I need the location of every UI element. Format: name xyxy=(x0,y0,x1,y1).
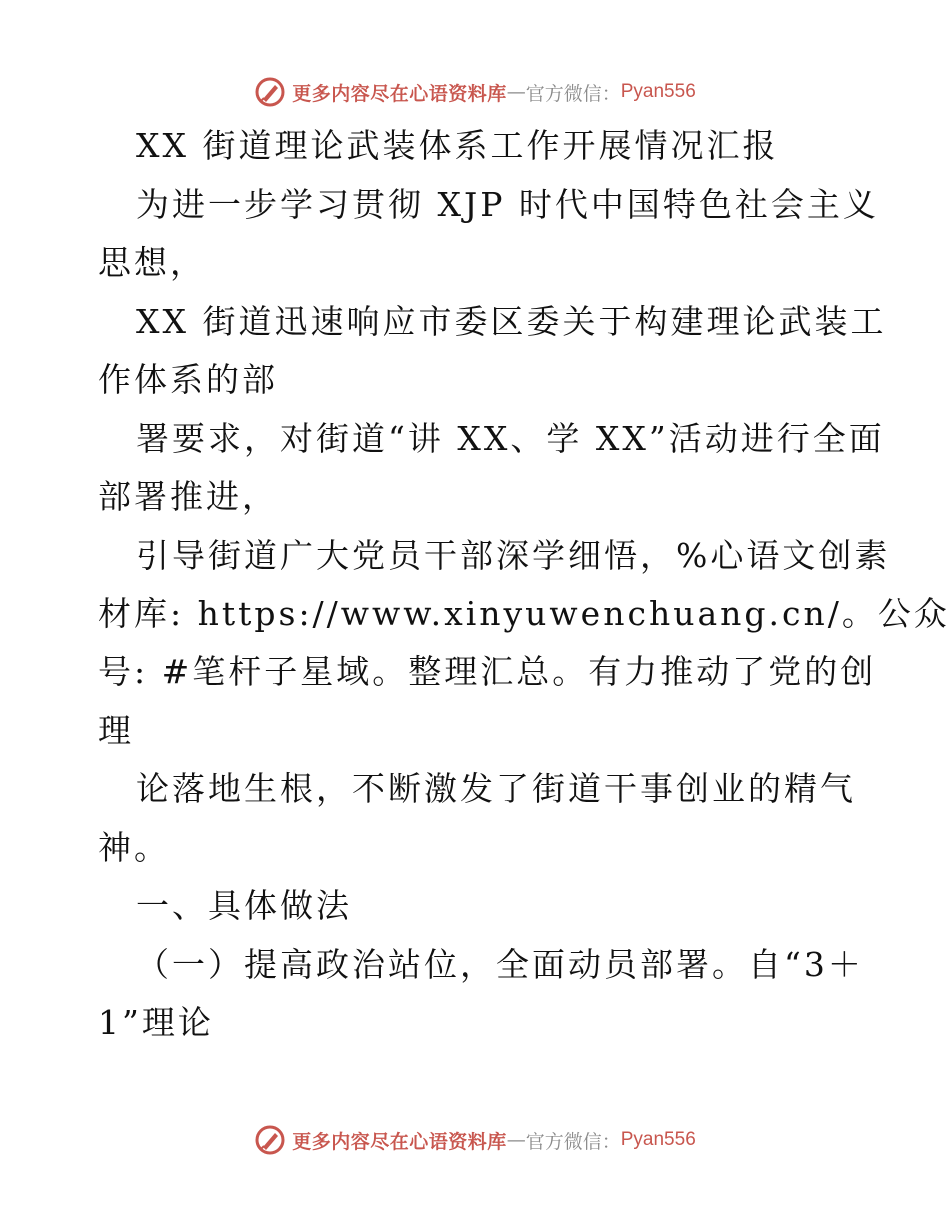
paragraph-line: 神。 xyxy=(98,828,170,867)
paragraph-line: XX 街道迅速响应市委区委关于构建理论武装工 xyxy=(136,302,887,341)
banner-wechat-id: Pyan556 xyxy=(620,1129,696,1150)
document-title: XX 街道理论武装体系工作开展情况汇报 xyxy=(136,126,779,165)
paragraph-line: 理 xyxy=(98,711,134,750)
paragraph-line: 号: #笔杆子星域。整理汇总。有力推动了党的创 xyxy=(98,652,877,691)
paragraph-line: 思想， xyxy=(98,243,206,282)
banner-title: 更多内容尽在心语资料库 xyxy=(292,82,507,105)
banner-dash: — xyxy=(506,81,526,103)
banner-wechat-label: 官方微信： xyxy=(525,82,621,105)
paragraph-line: 部署推进， xyxy=(98,477,278,516)
subsection-heading: （一）提高政治站位，全面动员部署。自“3＋ xyxy=(136,945,864,984)
pen-seal-logo-icon xyxy=(254,1124,286,1156)
banner-wechat-id: Pyan556 xyxy=(620,81,696,102)
paragraph-line: 为进一步学习贯彻 XJP 时代中国特色社会主义 xyxy=(136,185,879,224)
banner-dash: — xyxy=(506,1129,526,1151)
banner-wechat-label: 官方微信： xyxy=(525,1130,621,1153)
paragraph-line: 1”理论 xyxy=(98,1003,214,1042)
paragraph-line: 署要求，对街道“讲 XX、学 XX”活动进行全面 xyxy=(136,419,885,458)
paragraph-line: 作体系的部 xyxy=(98,360,278,399)
section-heading: 一、具体做法 xyxy=(136,886,352,925)
footer-banner xyxy=(0,1120,950,1160)
paragraph-line: 论落地生根，不断激发了街道干事创业的精气 xyxy=(136,769,856,808)
banner-title: 更多内容尽在心语资料库 xyxy=(292,1130,507,1153)
paragraph-line: 材库: https://www.xinyuwenchuang.cn/。公众 xyxy=(98,594,950,633)
paragraph-line: 引导街道广大党员干部深学细悟，%心语文创素 xyxy=(136,536,891,575)
